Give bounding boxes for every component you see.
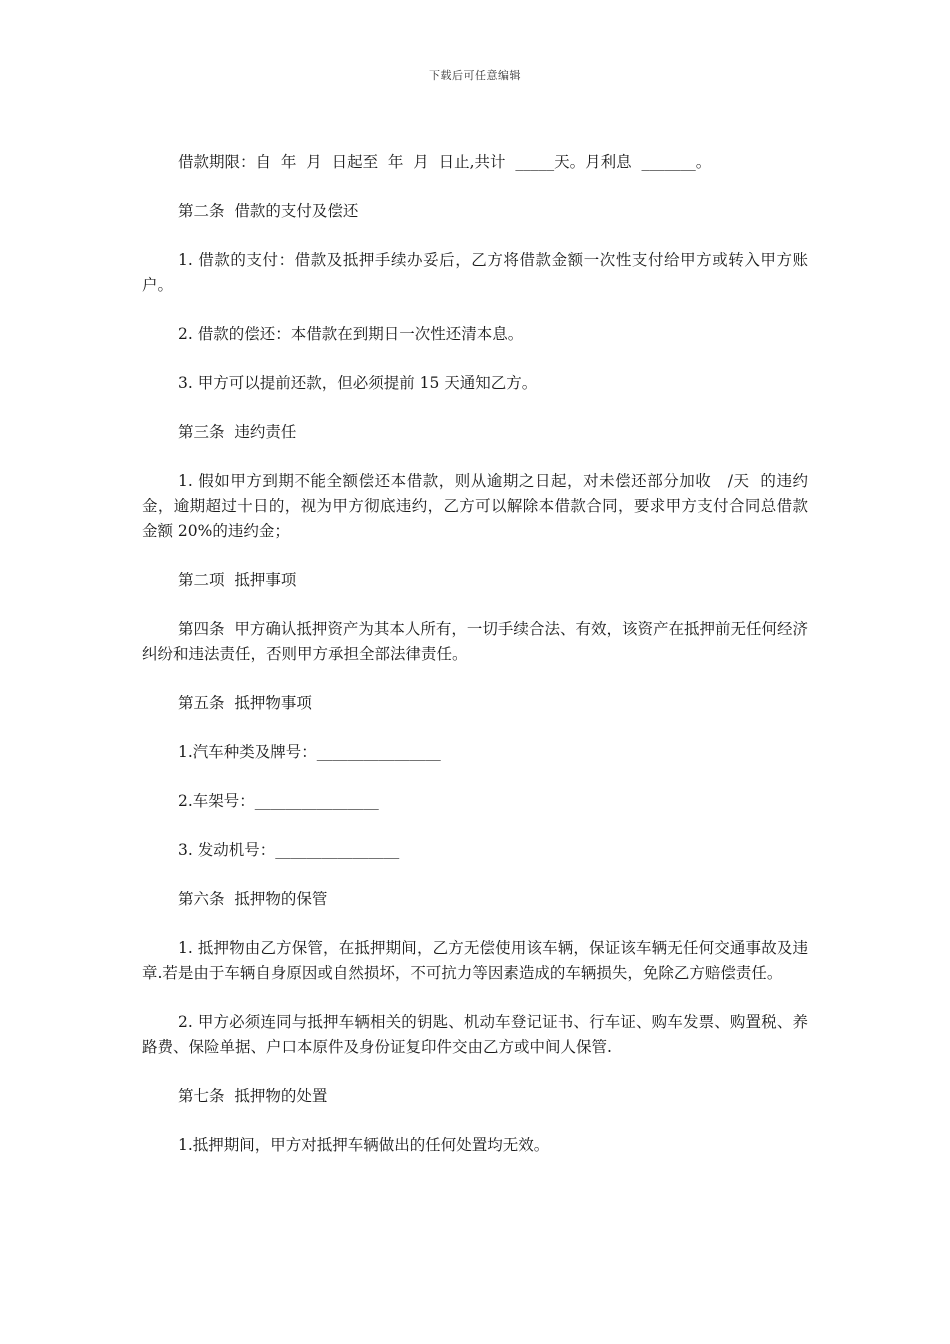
page-header: 下载后可任意编辑 [429,69,521,82]
loan-term-line: 借款期限：自 年 月 日起至 年 月 日止,共计 _____天。月利息 _______。 [178,153,712,171]
article-6-heading: 第六条 抵押物的保管 [178,890,328,908]
article-4-text: 第四条 甲方确认抵押资产为其本人所有，一切手续合法、有效，该资产在抵押前无任何经济纠纷和违法责任，否则甲方承担全部法律责任。 [142,620,808,663]
article-6-item-1: 1. 抵押物由乙方保管，在抵押期间，乙方无偿使用该车辆，保证该车辆无任何交通事故及违章.若是由于车辆自身原因或自然损坏，不可抗力等因素造成的车辆损失，免除乙方赔偿责任。 [142,939,808,982]
article-3-heading: 第三条 违约责任 [178,423,297,441]
document-body [142,150,808,1182]
article-3-item-1: 1. 假如甲方到期不能全额偿还本借款，则从逾期之日起，对未偿还部分加收 /天 的违约金，逾期超过十日的，视为甲方彻底违约，乙方可以解除本借款合同，要求甲方支付合同总借款金额 20%的违约金； [142,472,808,540]
article-2-item-1: 1. 借款的支付：借款及抵押手续办妥后，乙方将借款金额一次性支付给甲方或转入甲方账户。 [142,251,808,294]
section-2-heading: 第二项 抵押事项 [178,571,297,589]
article-2-item-2: 2. 借款的偿还：本借款在到期日一次性还清本息。 [178,325,524,343]
frame-number-line: 2.车架号：________________ [178,792,379,810]
article-6-item-2: 2. 甲方必须连同与抵押车辆相关的钥匙、机动车登记证书、行车证、购车发票、购置税、养路费、保险单据、户口本原件及身份证复印件交由乙方或中间人保管. [142,1013,808,1056]
article-2-heading: 第二条 借款的支付及偿还 [178,202,359,220]
engine-number-line: 3. 发动机号：________________ [178,841,400,859]
article-5-heading: 第五条 抵押物事项 [178,694,312,712]
vehicle-type-plate-line: 1.汽车种类及牌号：________________ [178,743,441,761]
article-7-item-1: 1.抵押期间，甲方对抵押车辆做出的任何处置均无效。 [178,1136,550,1154]
article-2-item-3: 3. 甲方可以提前还款，但必须提前 15 天通知乙方。 [178,374,538,392]
article-7-heading: 第七条 抵押物的处置 [178,1087,328,1105]
